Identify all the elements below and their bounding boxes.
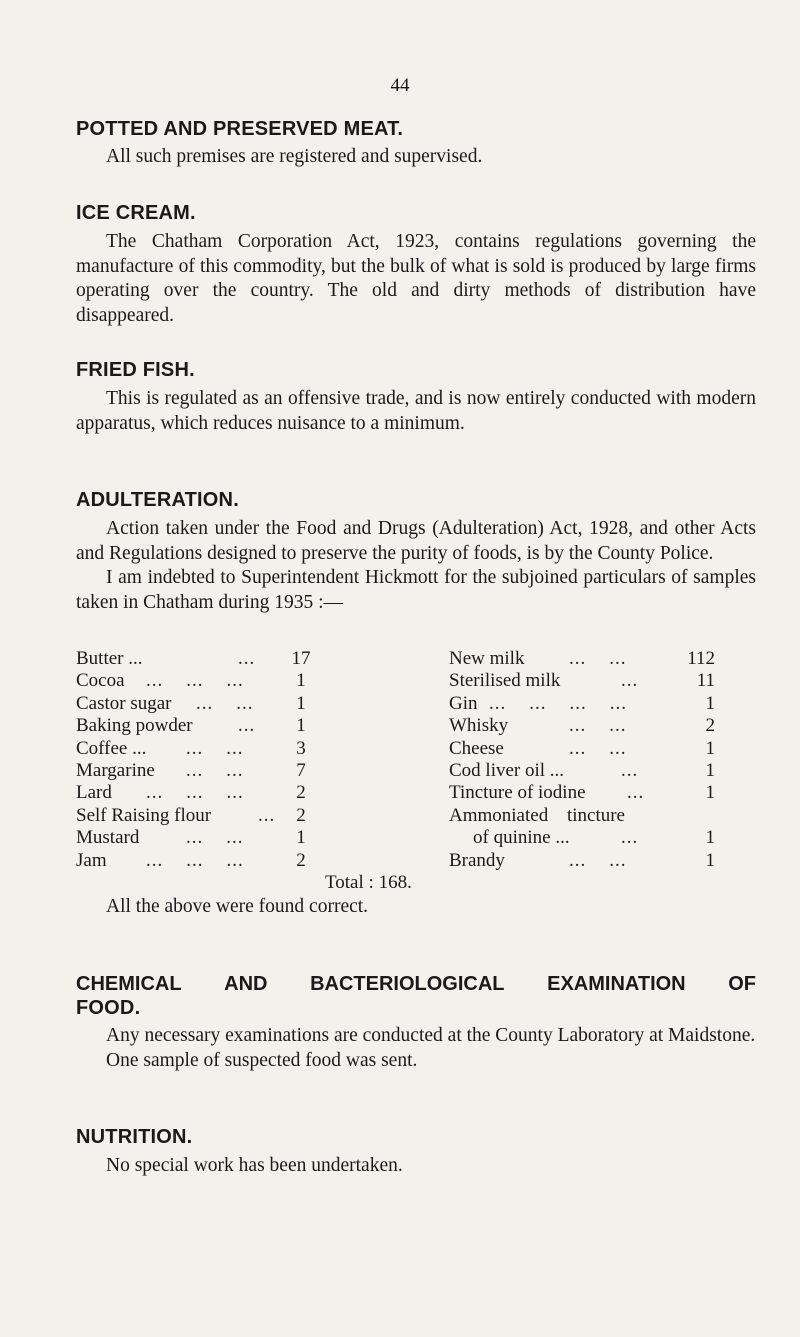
section-fried-fish [76, 358, 756, 436]
sample-count: 1 [296, 827, 306, 848]
heading-word: OF [728, 973, 756, 995]
sample-name: Jam [76, 850, 107, 871]
section-text: All the above were found correct. [106, 896, 369, 917]
sample-count: 1 [705, 782, 715, 803]
section-text: Any necessary examinations are conducted at the County Laboratory at Maidstone. [106, 1025, 756, 1046]
section-adulteration [76, 488, 756, 615]
sample-name: New milk [449, 648, 525, 669]
section-heading: FRIED FISH. [76, 359, 195, 381]
sample-name: Gin [449, 693, 478, 714]
sample-count: 11 [696, 670, 715, 691]
leader-dots: ... ... [186, 760, 244, 781]
section-text: I am indebted to Superintendent Hickmott for the subjoined particulars of samples taken in Chatham during 1935 :— [76, 567, 756, 613]
section-heading: ADULTERATION. [76, 489, 239, 511]
sample-count: 112 [687, 648, 715, 669]
sample-name: Mustard [76, 827, 140, 848]
sample-count: 1 [705, 827, 715, 848]
sample-count: 1 [296, 670, 306, 691]
sample-count: 2 [296, 782, 306, 803]
leader-dots: ... [621, 827, 639, 848]
adulteration-footer [76, 895, 756, 920]
sample-count: 1 [296, 715, 306, 736]
leader-dots: ... ... [569, 738, 627, 759]
leader-dots: ... [627, 782, 645, 803]
section-text: The Chatham Corporation Act, 1923, contains regulations governing the manufacture of this commodity, but the bulk of what is sold is produced by large firms operating over the country. The old and dirty methods of distribution have disappeared. [76, 231, 756, 326]
heading-word: CHEMICAL [76, 973, 182, 995]
leader-dots: ... ... [186, 827, 244, 848]
sample-count: 1 [705, 850, 715, 871]
sample-count: 7 [296, 760, 306, 781]
total-value: 168. [378, 872, 412, 893]
leader-dots: ... ... [186, 738, 244, 759]
section-heading: ICE CREAM. [76, 202, 196, 224]
leader-dots: ... [621, 670, 639, 691]
leader-dots: ... ... [569, 648, 627, 669]
leader-dots: ... [238, 715, 256, 736]
heading-word: BACTERIOLOGICAL [310, 973, 505, 995]
leader-dots: ... [258, 805, 276, 826]
sample-count: 17 [291, 648, 311, 669]
sample-count: 1 [705, 760, 715, 781]
sample-count: 1 [705, 738, 715, 759]
leader-dots: ... [238, 648, 256, 669]
sample-name: Lard [76, 782, 112, 803]
leader-dots: ... ... ... [146, 850, 244, 871]
sample-name: Cocoa [76, 670, 125, 691]
leader-dots: ... [621, 760, 639, 781]
leader-dots: ... ... ... [146, 782, 244, 803]
sample-name: Coffee ... [76, 738, 147, 759]
sample-count: 3 [296, 738, 306, 759]
section-text: Action taken under the Food and Drugs (Adulteration) Act, 1928, and other Acts and Regulations designed to preserve the purity of foods, is by the County Police. [76, 518, 756, 564]
section-text: All such premises are registered and supervised. [106, 146, 483, 167]
sample-name: Baking powder [76, 715, 193, 736]
section-heading [76, 972, 756, 996]
sample-name: Whisky [449, 715, 509, 736]
section-ice-cream [76, 201, 756, 328]
leader-dots: ... ... [569, 850, 627, 871]
table-total [325, 872, 412, 894]
sample-name: Cod liver oil ... [449, 760, 565, 781]
sample-name: Brandy [449, 850, 505, 871]
sample-count: 2 [296, 805, 306, 826]
sample-count: 1 [296, 693, 306, 714]
leader-dots: ... ... ... [146, 670, 244, 691]
section-heading-line2: FOOD. [76, 997, 141, 1019]
sample-name: of quinine ... [473, 827, 570, 848]
section-text: This is regulated as an offensive trade, and is now entirely conducted with modern apparatus, which reduces nuisance to a minimum. [76, 388, 756, 434]
leader-dots: ... ... ... ... [489, 693, 627, 714]
sample-name: Margarine [76, 760, 155, 781]
sample-count: 2 [296, 850, 306, 871]
section-text: One sample of suspected food was sent. [106, 1049, 418, 1071]
sample-name: Tincture of iodine [449, 782, 586, 803]
sample-name: Sterilised milk [449, 670, 561, 691]
leader-dots: ... ... [569, 715, 627, 736]
sample-count: 1 [705, 693, 715, 714]
section-heading: NUTRITION. [76, 1126, 193, 1148]
section-potted-meat [76, 117, 756, 170]
sample-count: 2 [705, 715, 715, 736]
leader-dots: ... ... [196, 693, 254, 714]
sample-name: Cheese [449, 738, 504, 759]
sample-name: Castor sugar [76, 693, 172, 714]
section-nutrition [76, 1125, 756, 1179]
sample-name: Butter ... [76, 648, 143, 669]
sample-name: Self Raising flour [76, 805, 212, 826]
page-number: 44 [390, 75, 410, 96]
sample-name: Ammoniated tincture [449, 805, 625, 826]
heading-word: AND [224, 973, 268, 995]
total-label: Total : [325, 872, 374, 893]
section-text: No special work has been undertaken. [106, 1155, 403, 1176]
section-chemical-bacteriological [76, 972, 756, 1073]
section-heading: POTTED AND PRESERVED MEAT. [76, 118, 404, 140]
heading-word: EXAMINATION [547, 973, 686, 995]
